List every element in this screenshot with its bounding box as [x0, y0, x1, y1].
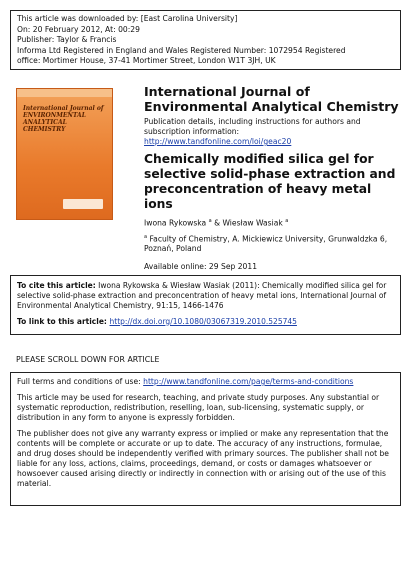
article-authors: Iwona Rykowska $^a$ & Wiesław Wasiak $^a$ [144, 218, 289, 228]
journal-cover-image [16, 88, 113, 220]
terms-link[interactable]: http://www.tandfonline.com/page/terms-and-conditions [143, 377, 354, 386]
terms-box [10, 372, 401, 506]
download-line: This article was downloaded by: [East Carolina University] [17, 14, 238, 23]
doi-link-line: To link to this article: http://dx.doi.org/10.1080/03067319.2010.525745 [17, 316, 297, 326]
terms-warranty-paragraph: The publisher does not give any warranty express or implied or make any representation that the contents will be complete or accurate or up to date. The accuracy of any instructions, formulae, and drug doses should be independently verified with primary sources. The publisher shall not be liable for any loss, actions, claims, proceedings, demand, or costs or damages whatsoever or howsoever caused arising directly or indirectly in connection with or arising out of the use of this material. [17, 429, 389, 488]
download-info-box [10, 10, 401, 70]
scroll-down-note: PLEASE SCROLL DOWN FOR ARTICLE [16, 355, 160, 364]
journal-title: International Journal of Environmental Analytical Chemistry [144, 84, 399, 114]
author-affiliation: $^a$ Faculty of Chemistry, A. Mickiewicz University, Grunwaldzka 6, Poznań, Poland [144, 233, 388, 254]
doi-link[interactable]: http://dx.doi.org/10.1080/03067319.2010.525745 [109, 316, 297, 326]
cover-title: International Journal of ENVIRONMENTAL ANALYTICAL CHEMISTRY [23, 105, 104, 133]
cover-top-band [17, 89, 112, 97]
journal-link[interactable]: http://www.tandfonline.com/loi/geac20 [144, 137, 292, 146]
download-date-line: On: 20 February 2012, At: 00:29 [17, 24, 140, 34]
cover-publisher-logo [63, 199, 103, 209]
terms-intro: Full terms and conditions of use: http://www.tandfonline.com/page/terms-and-conditions [17, 377, 354, 386]
citation-box [10, 275, 401, 335]
publisher-line: Publisher: Taylor & Francis [17, 35, 117, 45]
registration-line: Informa Ltd Registered in England and Wales Registered Number: 1072954 Registered [17, 45, 346, 55]
citation-text: To cite this article: Iwona Rykowska & Wiesław Wasiak (2011): Chemically modified silica gel for selective solid-phase extraction and preconcentration of heavy metal ions, International Journal of Environmental Analytical Chemistry, 91:15, 1466-1476 [17, 281, 387, 311]
article-title: Chemically modified silica gel for selective solid-phase extraction and preconcentration of heavy metal ions [144, 152, 396, 211]
office-line: office: Mortimer House, 37-41 Mortimer Street, London W1T 3JH, UK [17, 56, 276, 66]
terms-usage-paragraph: This article may be used for research, teaching, and private study purposes. Any substantial or systematic reproduction, redistribution, reselling, loan, sub-licensing, systematic supply, or distribution in any form to anyone is expressly forbidden. [17, 393, 380, 422]
available-online-date: Available online: 29 Sep 2011 [144, 262, 258, 272]
article-header [144, 84, 402, 272]
publication-details: Publication details, including instructions for authors and subscription information: http://www.tandfonline.com/loi/geac20 [144, 117, 361, 146]
